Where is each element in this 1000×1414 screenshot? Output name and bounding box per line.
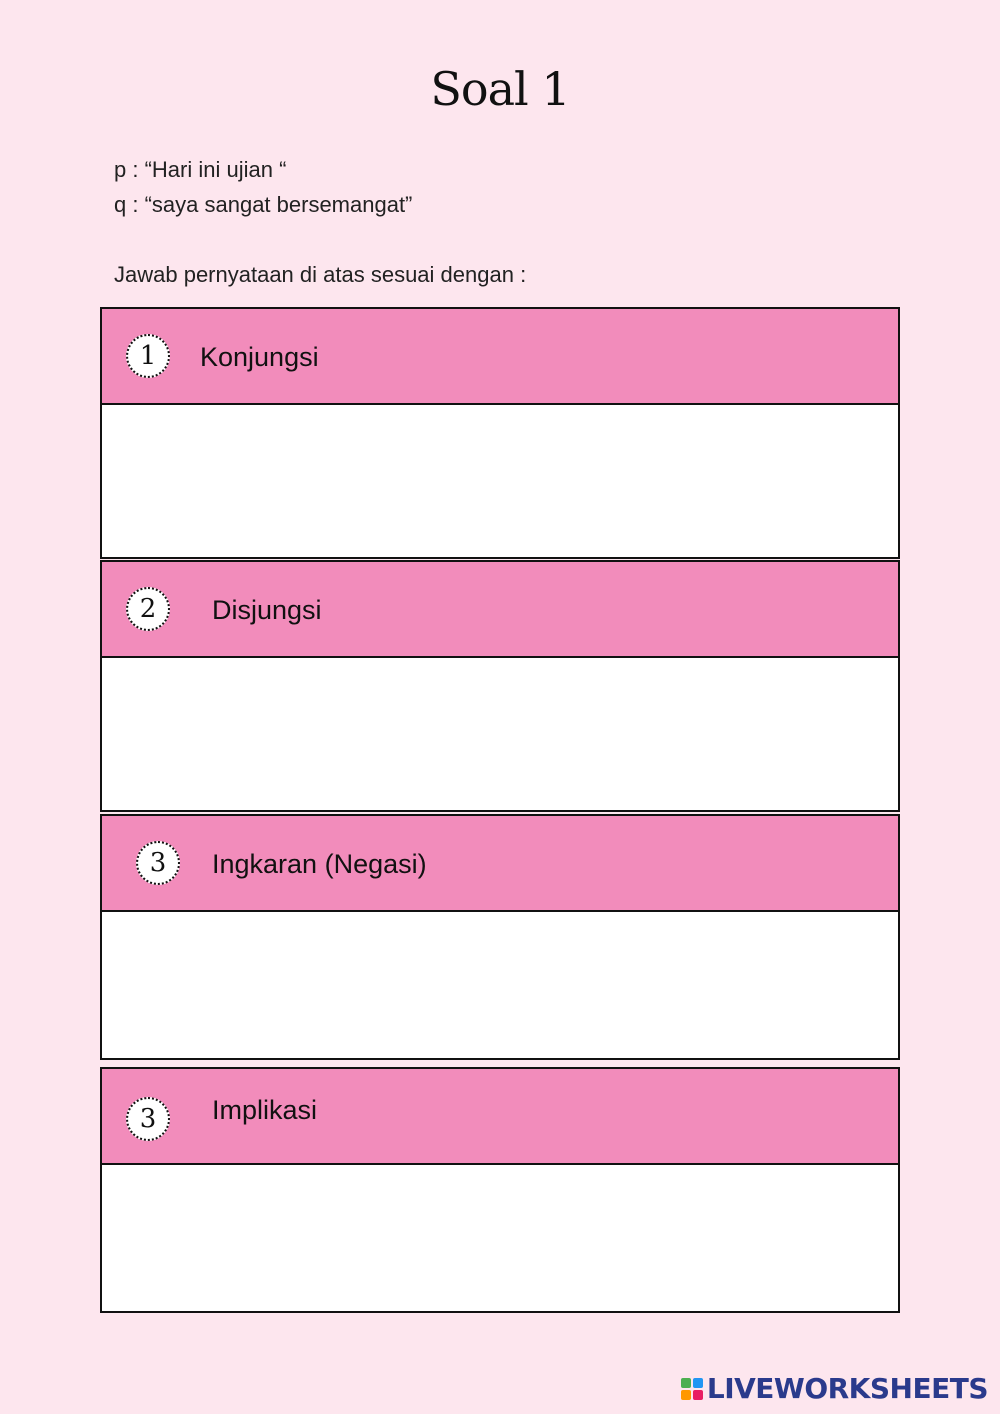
answer-box-konjungsi[interactable] bbox=[102, 405, 898, 557]
section-label: Implikasi bbox=[212, 1095, 318, 1125]
number-badge: 3 bbox=[136, 841, 180, 885]
logo-square-1 bbox=[681, 1378, 691, 1388]
section-label: Ingkaran (Negasi) bbox=[212, 849, 427, 879]
answer-box-negasi[interactable] bbox=[102, 912, 898, 1058]
liveworksheets-logo[interactable] bbox=[681, 1372, 988, 1405]
section-header bbox=[102, 816, 898, 912]
logo-text: LIVEWORKSHEETS bbox=[706, 1372, 988, 1405]
section-label: Konjungsi bbox=[200, 342, 319, 372]
statement-p: p : “Hari ini ujian “ bbox=[114, 157, 287, 182]
section-header bbox=[102, 562, 898, 658]
logo-square-2 bbox=[693, 1378, 703, 1388]
number-badge: 3 bbox=[126, 1097, 170, 1141]
number-badge: 2 bbox=[126, 587, 170, 631]
page-title: Soal 1 bbox=[430, 62, 570, 116]
section-negasi bbox=[100, 814, 900, 1060]
instruction-text: Jawab pernyataan di atas sesuai dengan : bbox=[114, 262, 527, 287]
section-disjungsi bbox=[100, 560, 900, 812]
section-label: Disjungsi bbox=[212, 595, 322, 625]
section-implikasi bbox=[100, 1067, 900, 1313]
section-header bbox=[102, 1069, 898, 1165]
number-badge: 1 bbox=[126, 334, 170, 378]
logo-square-3 bbox=[681, 1390, 691, 1400]
answer-box-implikasi[interactable] bbox=[102, 1165, 898, 1311]
statement-q: q : “saya sangat bersemangat” bbox=[114, 192, 413, 217]
logo-icon bbox=[681, 1378, 703, 1400]
answer-box-disjungsi[interactable] bbox=[102, 658, 898, 810]
section-konjungsi bbox=[100, 307, 900, 559]
section-header bbox=[102, 309, 898, 405]
logo-square-4 bbox=[693, 1390, 703, 1400]
